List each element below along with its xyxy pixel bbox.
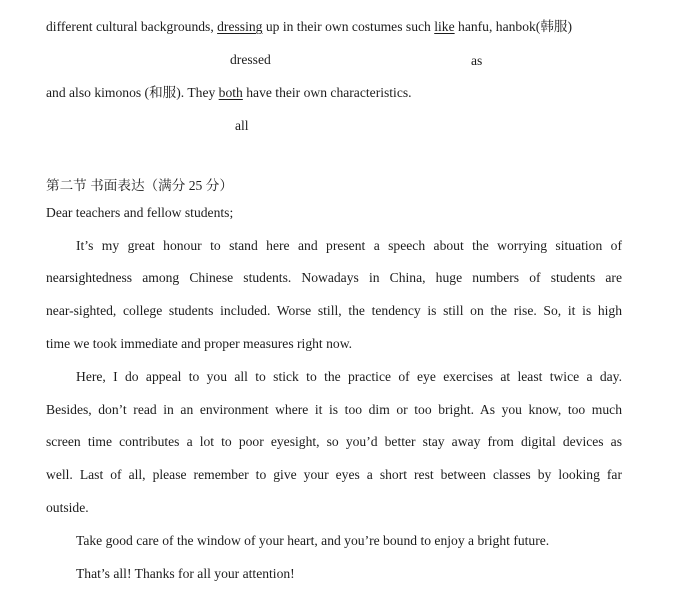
essay-p1-line-4: time we took immediate and proper measures right now.	[46, 336, 353, 351]
essay-p1-line-2: nearsightedness among Chinese students. Nowadays in China, huge numbers of students are	[46, 270, 622, 285]
essay-p2-line-1: Here, I do appeal to you all to stick to the practice of eye exercises at least twice a day.	[76, 369, 622, 384]
correction-fix-dressed: dressed	[230, 52, 271, 67]
essay-greeting: Dear teachers and fellow students;	[46, 205, 234, 220]
correction-text: hanfu, hanbok(韩服)	[454, 19, 573, 34]
essay-p2-line-5: outside.	[46, 500, 89, 515]
error-mark-like: like	[434, 19, 455, 34]
essay-p2-line-2: Besides, don’t read in an environment where it is too dim or too bright. As you know, too much	[46, 402, 622, 417]
correction-text: different cultural backgrounds,	[46, 19, 218, 34]
essay-closing: That’s all! Thanks for all your attention!	[76, 566, 295, 581]
error-mark-both: both	[218, 85, 243, 100]
essay-p2-line-4: well. Last of all, please remember to give your eyes a short rest between classes by looking far	[46, 467, 622, 482]
correction-text: have their own characteristics.	[242, 85, 412, 100]
correction-text: up in their own costumes such	[262, 19, 435, 34]
correction-line-2	[46, 84, 412, 102]
correction-fix-all: all	[235, 118, 249, 133]
correction-fix-as: as	[471, 53, 483, 68]
essay-p3: Take good care of the window of your heart, and you’re bound to enjoy a bright future.	[76, 533, 550, 548]
section-heading: 第二节 书面表达（满分 25 分）	[46, 178, 233, 193]
essay-p1-line-1: It’s my great honour to stand here and present a speech about the worrying situation of	[76, 238, 622, 253]
correction-line-1	[46, 18, 572, 36]
error-mark-dressing: dressing	[217, 19, 263, 34]
correction-text: and also kimonos (和服). They	[46, 85, 219, 100]
essay-p1-line-3: near-sighted, college students included. Worse still, the tendency is still on the rise. So, it is high	[46, 303, 622, 318]
essay-p2-line-3: screen time contributes a lot to poor eyesight, so you’d better stay away from digital devices as	[46, 434, 622, 449]
